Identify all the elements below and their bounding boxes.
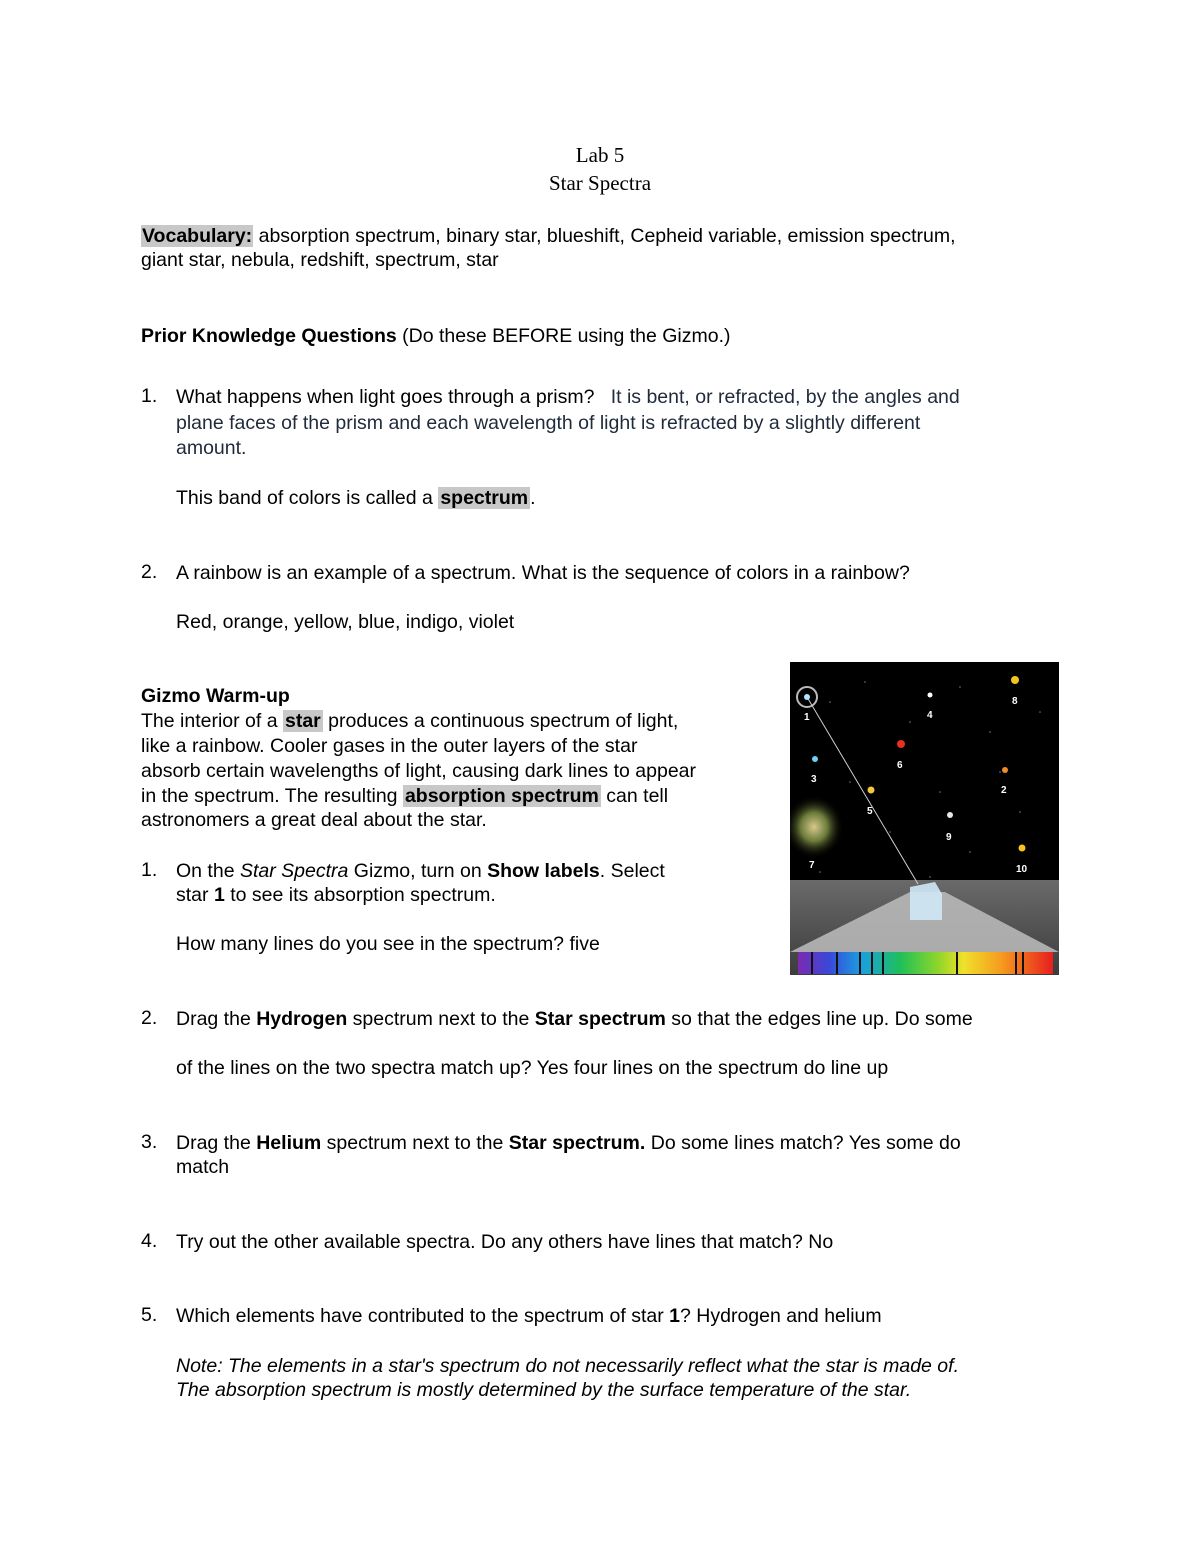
warmup-l4-post: can tell [600,785,669,807]
prior-q2-number: 2. [141,561,158,583]
q2-star-spectrum: Star spectrum [534,1008,666,1030]
q3-a: Drag the [176,1132,257,1154]
prism [910,882,942,920]
prior-q1-answer-1: It is bent, or refracted, by the angles and [610,386,960,408]
prior-q2-answer: Red, orange, yellow, blue, indigo, violet [176,611,515,633]
warmup-q2-number: 2. [141,1007,158,1029]
q5-a: Which elements have contributed to the spectrum of star [176,1305,670,1327]
spectrum-term: spectrum [440,487,529,509]
q1-l2-b: to see its absorption spectrum. [224,884,496,906]
followup-text: This band of colors is called a [176,487,439,509]
star-spectra-gizmo-image [790,662,1059,975]
q2-c: spectrum next to the [347,1008,535,1030]
prior-q1-answer-3: amount. [176,437,247,459]
q1-a: On the [176,860,240,882]
followup-period: . [530,487,536,509]
warmup-heading: Gizmo Warm-up [141,685,290,707]
warmup-q3-line-2: match [176,1156,230,1178]
prior-knowledge-heading [141,324,731,349]
warmup-q1-line-1 [176,859,665,884]
warmup-line-1 [141,709,678,734]
q3-star-spectrum: Star spectrum. [508,1132,646,1154]
prior-heading-note: (Do these BEFORE using the Gizmo.) [396,325,731,347]
star-term: star [284,710,321,732]
star-label-9: 9 [946,832,952,843]
warmup-q4-text: Try out the other available spectra. Do any others have lines that match? No [176,1231,834,1253]
warmup-line-3: absorb certain wavelengths of light, causing dark lines to appear [141,760,696,782]
warmup-q4-number: 4. [141,1230,158,1252]
warmup-l1-post: produces a continuous spectrum of light, [322,710,679,732]
star-1 [804,694,810,700]
q5-star-number: 1 [669,1305,681,1327]
warmup-q3-line-1 [176,1131,1076,1156]
q1-b: Gizmo, turn on [348,860,488,882]
vocabulary-line-1 [141,224,1081,249]
warmup-line-2: like a rainbow. Cooler gases in the outer layers of the star [141,735,638,757]
q3-d: Do some lines match? Yes some do [645,1132,961,1154]
star-2 [1002,767,1008,773]
page-title: Lab 5 [575,143,625,167]
q3-c: spectrum next to the [321,1132,509,1154]
prior-q1-question: What happens when light goes through a prism? [176,386,595,408]
q2-d: so that the edges line up. Do some [665,1008,973,1030]
warmup-q5-number: 5. [141,1304,158,1326]
warmup-q2-line-1 [176,1007,1076,1032]
warmup-note-line-2: The absorption spectrum is mostly determined by the surface temperature of the star. [176,1379,912,1401]
star-label-10: 10 [1016,864,1028,875]
warmup-l1-pre: The interior of a [141,710,283,732]
vocabulary-line-2: giant star, nebula, redshift, spectrum, star [141,249,499,271]
prior-q1-followup [176,486,536,511]
warmup-q2-line-2: of the lines on the two spectra match up? Yes four lines on the spectrum do line up [176,1057,889,1079]
q1-show-labels: Show labels [487,860,600,882]
star-3 [812,756,818,762]
warmup-q1-question [176,932,600,957]
q1-gizmo-name: Star Spectra [239,860,349,882]
star-label-8: 8 [1012,696,1018,707]
q2-hydrogen: Hydrogen [256,1008,348,1030]
nebula [790,795,844,859]
q1-l2-a: star [176,884,214,906]
warmup-line-5: astronomers a great deal about the star. [141,809,487,831]
page-subtitle: Star Spectra [548,171,652,195]
star-label-6: 6 [897,760,903,771]
star-label-3: 3 [811,774,817,785]
prior-q1 [176,385,1056,410]
star-labels [804,696,1028,875]
star-label-7: 7 [809,860,815,871]
vocabulary-terms: absorption spectrum, binary star, blueshift, Cepheid variable, emission spectrum, [253,225,956,247]
q1-c: . Select [599,860,665,882]
warmup-q1-line-2 [176,883,496,908]
prior-q1-number: 1. [141,385,158,407]
star-label-5: 5 [867,806,873,817]
warmup-line-4 [141,784,668,809]
star-label-4: 4 [927,710,933,721]
star-5 [868,787,875,794]
absorption-spectrum-term: absorption spectrum [404,785,599,807]
q3-helium: Helium [256,1132,322,1154]
q1-question-text: How many lines do you see in the spectrum? [176,933,565,955]
q1-answer: five [569,933,600,955]
gizmo-svg [790,662,1059,975]
star-label-1: 1 [804,712,810,723]
vocabulary-label: Vocabulary: [142,225,253,247]
prior-heading-bold: Prior Knowledge Questions [141,325,397,347]
q2-a: Drag the [176,1008,257,1030]
star-6 [897,740,905,748]
warmup-q1-number: 1. [141,859,158,881]
warmup-l4-pre: in the spectrum. The resulting [141,785,403,807]
star-10 [1019,845,1026,852]
star-9 [947,812,953,818]
q1-star-number: 1 [213,884,225,906]
star-4 [928,693,933,698]
star-label-2: 2 [1001,785,1007,796]
warmup-note-line-1: Note: The elements in a star's spectrum do not necessarily reflect what the star is made of. [176,1355,959,1377]
prior-q2-question: A rainbow is an example of a spectrum. What is the sequence of colors in a rainbow? [176,562,910,584]
q5-b: ? Hydrogen and helium [680,1305,882,1327]
warmup-q3-number: 3. [141,1131,158,1153]
prior-q1-answer-2: plane faces of the prism and each wavelength of light is refracted by a slightly different [176,412,921,434]
warmup-q5-line [176,1304,882,1329]
star-8 [1011,676,1019,684]
